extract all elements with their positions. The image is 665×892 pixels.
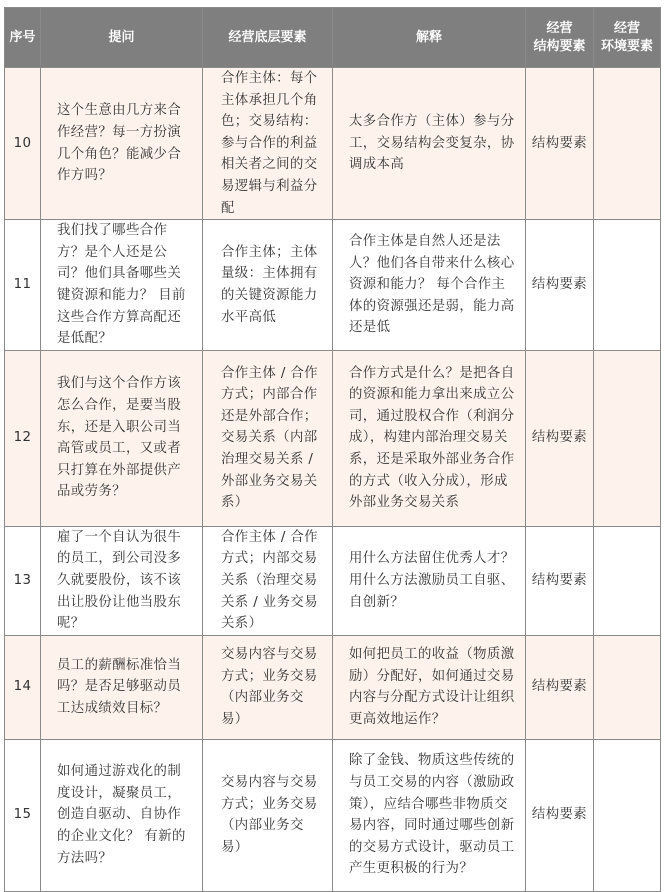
header-question: 提问 [41, 8, 203, 68]
cell-structure: 结构要素 [526, 635, 594, 739]
cell-explanation [333, 350, 526, 526]
table-row [5, 526, 661, 635]
cell-question-text: 员工的薪酬标准恰当吗？是否足够驱动员工达成绩效目标？ [57, 657, 182, 716]
cell-structure: 结构要素 [526, 350, 594, 526]
cell-question-text: 我们找了哪些合作方？是个人还是公司？他们具备哪些关键资源和能力？ 目前这些合作方算高配还是低配？ [57, 223, 186, 347]
cell-elements-text: 合作主体：每个主体承担几个角色；交易结构：参与合作的利益相关者之间的交易逻辑与利益分配 [221, 71, 318, 216]
cell-explanation-text: 用什么方法留住优秀人才？用什么方法激励员工自驱、自创新？ [349, 551, 515, 610]
cell-environment [594, 68, 661, 220]
cell-explanation [333, 526, 526, 635]
cell-structure: 结构要素 [526, 526, 594, 635]
cell-explanation-text: 合作主体是自然人还是法人？他们各自带来什么核心资源和能力？ 每个合作主体的资源强还是弱，能力高还是低 [349, 233, 515, 336]
cell-explanation [333, 739, 526, 891]
cell-question-text: 这个生意由几方来合作经营？每一方扮演几个角色？能减少合作方吗？ [57, 103, 182, 184]
cell-question [41, 635, 203, 739]
cell-index: 11 [5, 220, 41, 351]
table-row [5, 739, 661, 891]
cell-explanation-text: 如何把员工的收益（物质激励）分配好，如何通过交易内容与分配方式设计让组织更高效地运作？ [349, 647, 515, 727]
cell-question [41, 350, 203, 526]
cell-elements [203, 68, 333, 220]
header-elements: 经营底层要素 [203, 8, 333, 68]
cell-environment [594, 526, 661, 635]
cell-environment [594, 635, 661, 739]
cell-question [41, 739, 203, 891]
cell-elements [203, 526, 333, 635]
cell-question [41, 68, 203, 220]
table-row [5, 68, 661, 220]
table-row [5, 635, 661, 739]
cell-elements-text: 合作主体 / 合作方式；内部交易关系（治理交易关系 / 业务交易关系） [221, 529, 318, 632]
cell-elements-text: 交易内容与交易方式；业务交易（内部业务交易） [221, 775, 318, 855]
header-environment [594, 8, 661, 68]
cell-elements [203, 739, 333, 891]
cell-structure: 结构要素 [526, 220, 594, 351]
cell-question [41, 526, 203, 635]
table-row [5, 350, 661, 526]
cell-explanation [333, 68, 526, 220]
header-environment-line-2: 环境要素 [600, 38, 653, 54]
header-index: 序号 [5, 8, 41, 68]
cell-index: 13 [5, 526, 41, 635]
cell-environment [594, 350, 661, 526]
cell-question [41, 220, 203, 351]
questions-table [4, 7, 661, 892]
cell-explanation [333, 220, 526, 351]
cell-question-text: 我们与这个合作方该怎么合作，是要当股东，还是入职公司当高管或员工，又或者只打算在外部提供产品或劳务？ [57, 376, 182, 500]
header-structure-line-2: 结构要素 [533, 38, 586, 54]
cell-explanation [333, 635, 526, 739]
cell-index: 14 [5, 635, 41, 739]
cell-elements [203, 635, 333, 739]
cell-environment [594, 220, 661, 351]
table-header-row [5, 8, 661, 68]
cell-question-text: 雇了一个自认为很牛的员工，到公司没多久就要股份，该不该出让股份让他当股东呢？ [57, 529, 182, 632]
cell-elements-text: 交易内容与交易方式；业务交易（内部业务交易） [221, 647, 318, 727]
cell-elements-text: 合作主体；主体量级：主体拥有的关键资源能力水平高低 [221, 244, 318, 325]
cell-elements [203, 350, 333, 526]
header-explanation: 解释 [333, 8, 526, 68]
cell-explanation-text: 太多合作方（主体）参与分工，交易结构会变复杂，协调成本高 [349, 114, 515, 173]
header-environment-line-1: 经营 [613, 20, 640, 36]
cell-elements-text: 合作主体 / 合作方式；内部合作还是外部合作；交易关系（内部治理交易关系 / 外部业务交易关系） [221, 365, 318, 511]
cell-index: 12 [5, 350, 41, 526]
cell-explanation-text: 合作方式是什么？是把各自的资源和能力拿出来成立公司，通过股权合作（利润分成），构建内部治理交易关系，还是采取外部业务合作的方式（收入分成），形成外部业务交易关系 [349, 365, 515, 511]
cell-structure: 结构要素 [526, 739, 594, 891]
header-structure [526, 8, 594, 68]
header-structure-line-1: 经营 [546, 20, 573, 36]
cell-index: 15 [5, 739, 41, 891]
cell-environment [594, 739, 661, 891]
cell-explanation-text: 除了金钱、物质这些传统的与员工交易的内容（激励政策），应结合哪些非物质交易内容，同时通过哪些创新的交易方式设计，驱动员工产生更积极的行为？ [349, 753, 515, 877]
cell-structure: 结构要素 [526, 68, 594, 220]
cell-elements [203, 220, 333, 351]
cell-question-text: 如何通过游戏化的制度设计，凝聚员工，创造自驱动、自协作的企业文化？ 有新的方法吗？ [57, 764, 186, 866]
cell-index: 10 [5, 68, 41, 220]
table-row [5, 220, 661, 351]
